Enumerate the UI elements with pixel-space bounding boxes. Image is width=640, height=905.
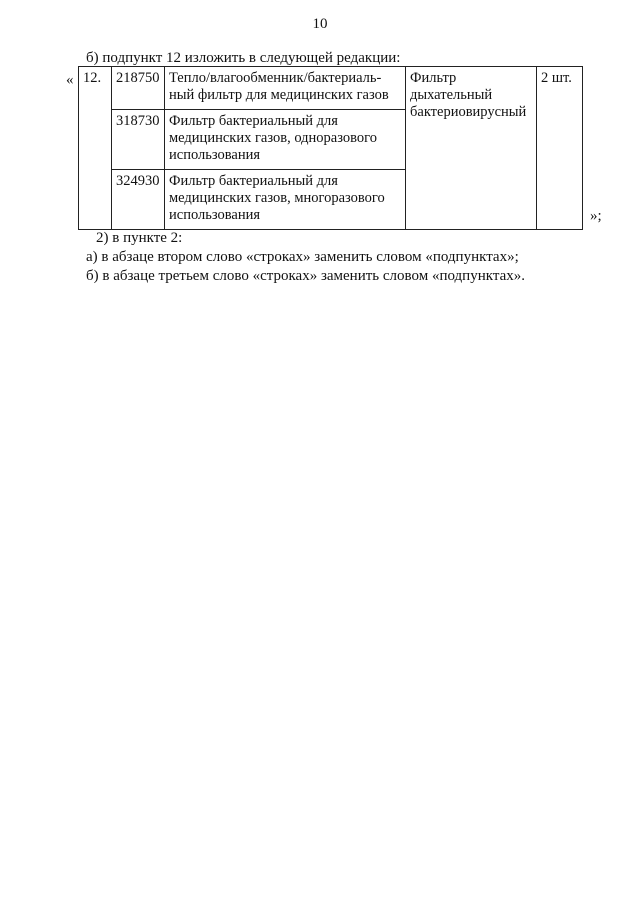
opening-quote: « bbox=[66, 72, 74, 88]
body-line: а) в абзаце втором слово «строках» заменить словом «подпунктах»; bbox=[86, 249, 519, 265]
quantity-cell: 2 шт. bbox=[537, 67, 583, 230]
name-cell: Тепло/влагообменник/бактериаль-ный фильтр для медицинских газов bbox=[165, 67, 406, 110]
closing-quote: »; bbox=[590, 208, 602, 224]
code-cell: 324930 bbox=[112, 170, 165, 230]
page-number: 10 bbox=[312, 16, 328, 32]
name-cell: Фильтр бактериальный для медицинских газов, одноразового использования bbox=[165, 110, 406, 170]
amendment-table bbox=[78, 66, 583, 230]
code-cell: 318730 bbox=[112, 110, 165, 170]
body-line: б) в абзаце третьем слово «строках» заменить словом «подпунктах». bbox=[86, 268, 525, 284]
body-line: 2) в пункте 2: bbox=[96, 230, 183, 246]
group-name-cell: Фильтр дыхательный бактериовирусный bbox=[406, 67, 537, 230]
item-number-cell: 12. bbox=[79, 67, 112, 230]
intro-paragraph: б) подпункт 12 изложить в следующей редакции: bbox=[86, 50, 401, 66]
name-cell: Фильтр бактериальный для медицинских газов, многоразового использования bbox=[165, 170, 406, 230]
code-cell: 218750 bbox=[112, 67, 165, 110]
table-row bbox=[79, 67, 583, 110]
body-text bbox=[86, 229, 525, 286]
